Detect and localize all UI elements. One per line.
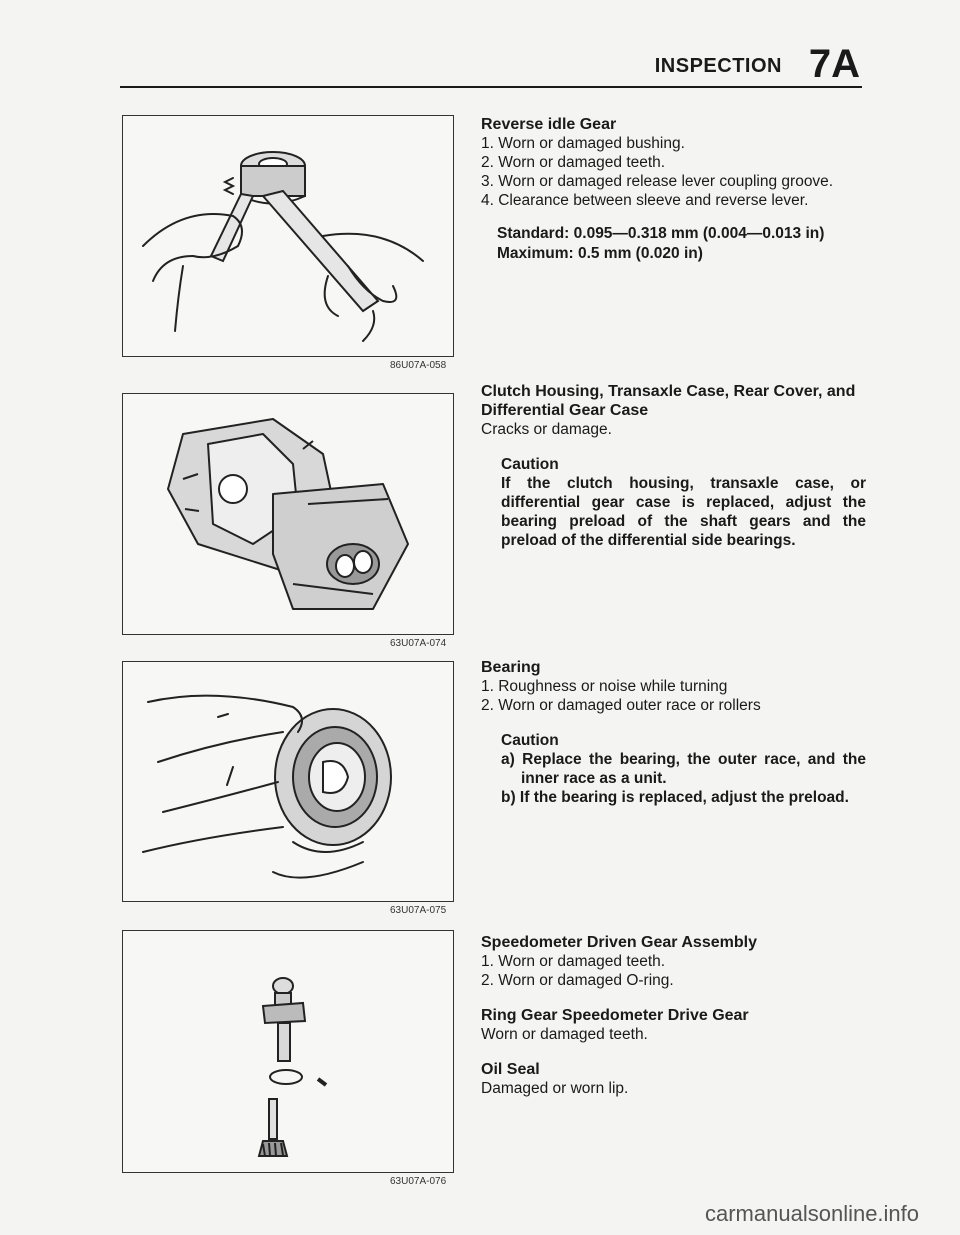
figure-speedometer-gear bbox=[122, 930, 454, 1173]
spec-maximum: Maximum: 0.5 mm (0.020 in) bbox=[497, 245, 703, 262]
list-item: 1. Roughness or noise while turning bbox=[481, 678, 728, 695]
section-number: 7A bbox=[808, 42, 860, 86]
figure-bearing bbox=[122, 661, 454, 902]
footer-watermark: carmanualsonline.info bbox=[705, 1201, 920, 1226]
spec-standard: Standard: 0.095—0.318 mm (0.004—0.013 in) bbox=[497, 225, 825, 242]
list-item: 3. Worn or damaged release lever coupling groove. bbox=[481, 173, 834, 190]
caution-title: Caution bbox=[501, 456, 559, 473]
section-speedometer bbox=[481, 933, 866, 1098]
section-title: Reverse idle Gear bbox=[481, 116, 617, 133]
page-header bbox=[120, 42, 862, 88]
section-bearing bbox=[481, 658, 866, 807]
section-reverse-idle-gear bbox=[481, 115, 866, 264]
speedometer-gear-illustration bbox=[123, 931, 453, 1172]
spec-block bbox=[497, 224, 866, 264]
bearing-illustration bbox=[123, 662, 453, 901]
caution-title: Caution bbox=[501, 732, 559, 749]
figure-code: 63U07A-076 bbox=[390, 1176, 447, 1187]
figure-code: 86U07A-058 bbox=[390, 360, 447, 371]
section-desc-ring-gear: Worn or damaged teeth. bbox=[481, 1026, 648, 1043]
section-title-ring-gear: Ring Gear Speedometer Drive Gear bbox=[481, 1007, 749, 1024]
caution-block bbox=[501, 731, 866, 807]
list-item: 1. Worn or damaged bushing. bbox=[481, 135, 685, 152]
page-title: INSPECTION bbox=[654, 55, 782, 77]
caution-text: If the clutch housing, transaxle case, or differential gear case is replaced, adjust the bearing preload of the shaft gears and the preload of the differential side bearings. bbox=[501, 475, 866, 549]
section-clutch-housing bbox=[481, 382, 866, 550]
caution-item-b: b) If the bearing is replaced, adjust the preload. bbox=[501, 789, 849, 806]
caution-block bbox=[501, 455, 866, 550]
reverse-gear-illustration bbox=[123, 116, 453, 356]
section-title-oil-seal: Oil Seal bbox=[481, 1061, 540, 1078]
figure-reverse-idle-gear bbox=[122, 115, 454, 357]
figure-code: 63U07A-075 bbox=[390, 905, 447, 916]
list-item: 4. Clearance between sleeve and reverse lever. bbox=[481, 192, 809, 209]
section-title: Bearing bbox=[481, 659, 541, 676]
transaxle-case-illustration bbox=[123, 394, 453, 634]
section-title: Clutch Housing, Transaxle Case, Rear Cover, and Differential Gear Case bbox=[481, 383, 856, 419]
section-title: Speedometer Driven Gear Assembly bbox=[481, 934, 757, 951]
list-item: 1. Worn or damaged teeth. bbox=[481, 953, 666, 970]
caution-item-a: a) Replace the bearing, the outer race, and the inner race as a unit. bbox=[501, 751, 866, 787]
figure-code: 63U07A-074 bbox=[390, 638, 447, 649]
figure-clutch-housing bbox=[122, 393, 454, 635]
list-item: 2. Worn or damaged outer race or rollers bbox=[481, 697, 761, 714]
section-desc: Cracks or damage. bbox=[481, 421, 612, 438]
section-desc-oil-seal: Damaged or worn lip. bbox=[481, 1080, 629, 1097]
list-item: 2. Worn or damaged O-ring. bbox=[481, 972, 674, 989]
list-item: 2. Worn or damaged teeth. bbox=[481, 154, 666, 171]
